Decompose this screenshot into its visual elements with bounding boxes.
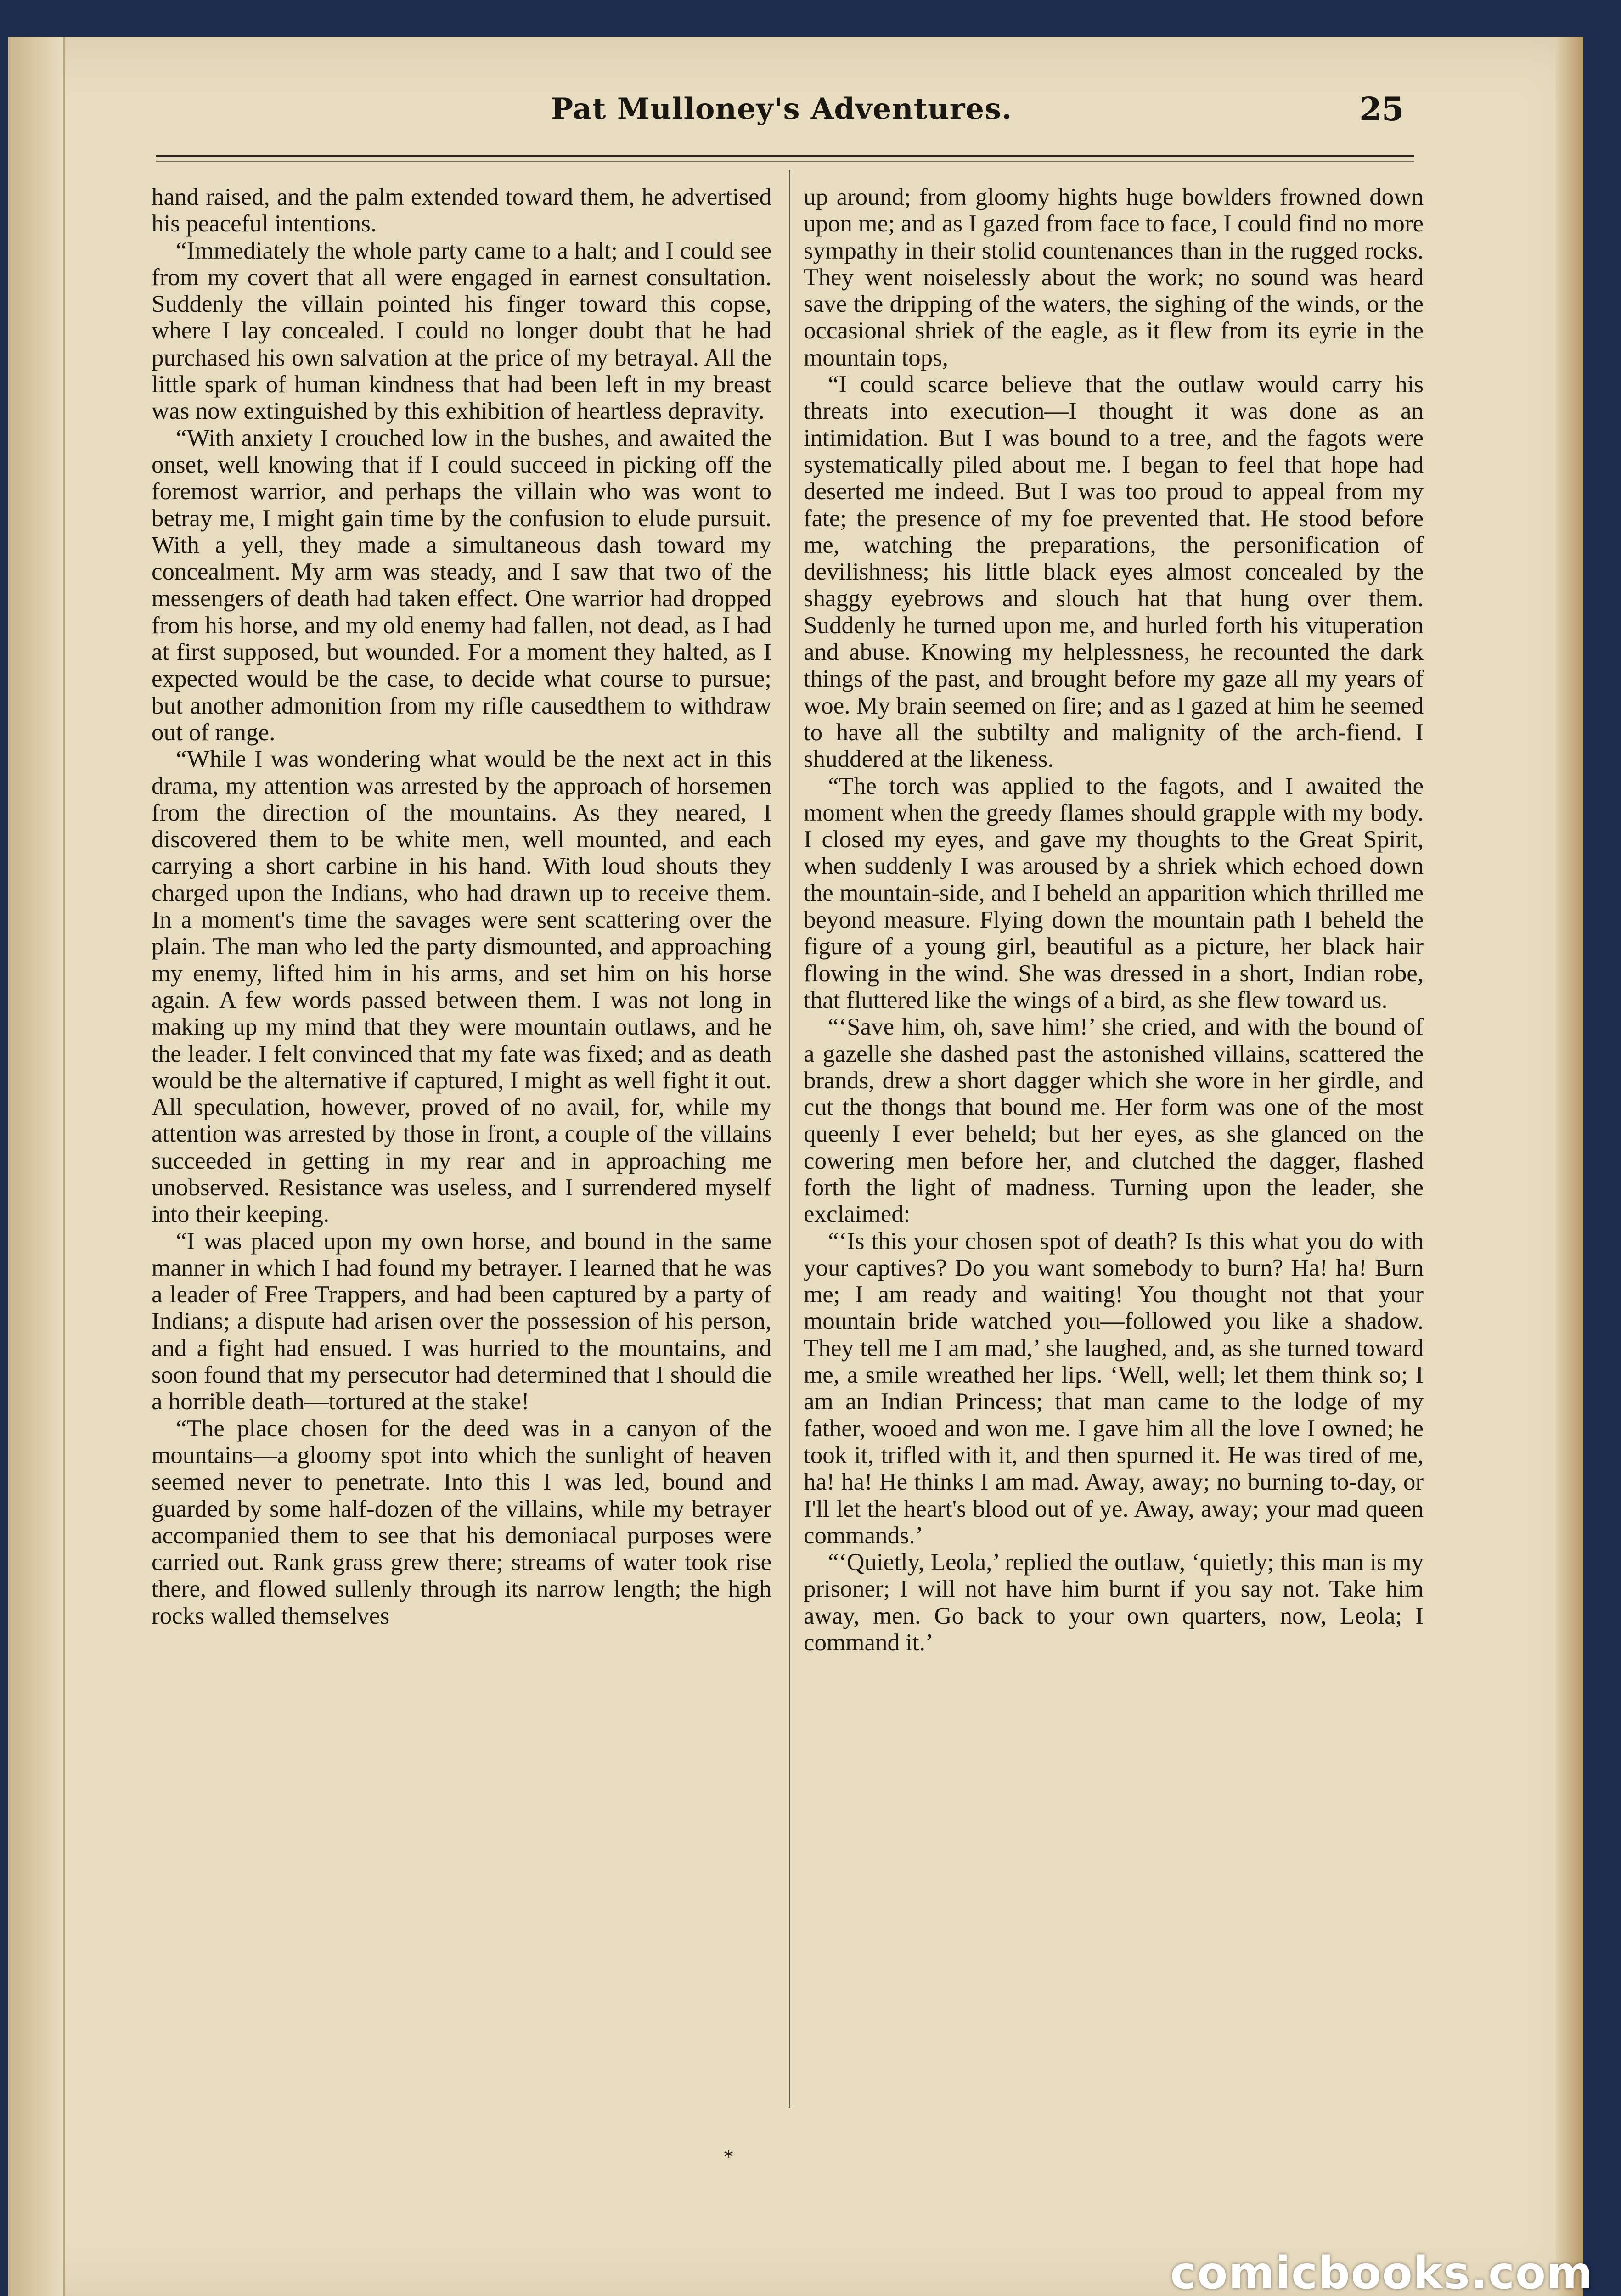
running-title: Pat Mulloney's Adventures.	[551, 92, 1013, 126]
paragraph: “The place chosen for the deed was in a canyon of the mountains—a gloomy spot into which the sunlight of heaven seemed never to penetrate. Into this I was led, bound and guarded by some half-dozen of the villains, while my betrayer accompanied them to see that his demoniacal purposes were carried out. Rank grass grew there; streams of water took rise there, and flowed sullenly through its narrow length; the high rocks walled themselves	[152, 1415, 771, 1629]
paragraph: “‘Is this your chosen spot of death? Is this what you do with your captives? Do you want somebody to burn? Ha! ha! Burn me; I am ready and waiting! You thought not that your mountain bride watched you—followed you like a shadow. They tell me I am mad,’ she laughed, and, as she turned toward me, a smile wreathed her lips. ‘Well, well; let them think so; I am an Indian Princess; that man came to the lodge of my father, wooed and won me. I gave him all the love I owned; he took it, trifled with it, and then spurned it. He was tired of me, ha! ha! He thinks I am mad. Away, away; no burning to-day, or I'll let the heart's blood out of ye. Away, away; your mad queen commands.’	[804, 1227, 1424, 1549]
paragraph: “I could scarce believe that the outlaw would carry his threats into execution—I thought it was done as an intimidation. But I was bound to a tree, and the fagots were systematically piled about me. I began to feel that hope had deserted me indeed. But I was too proud to appeal from my fate; the presence of my foe prevented that. He stood before me, watching the preparations, the personification of devilishness; his little black eyes almost concealed by the shaggy eyebrows and slouch hat that hung over them. Suddenly he turned upon me, and hurled forth his vituperation and abuse. Knowing my helplessness, he recounted the dark things of the past, and brought before my gaze all my years of woe. My brain seemed on fire; and as I gazed at him he seemed to have all the subtilty and malignity of the arch-fiend. I shuddered at the likeness.	[804, 371, 1424, 773]
page-number: 25	[1359, 90, 1404, 128]
header-rule	[156, 155, 1414, 157]
header-rule-thin	[156, 161, 1414, 162]
site-watermark: comicbooks.com	[1170, 2247, 1593, 2296]
left-text-column	[152, 184, 771, 1629]
right-text-column	[804, 184, 1424, 1656]
paragraph: up around; from gloomy hights huge bowlders frowned down upon me; and as I gazed from face to face, I could find no more sympathy in their stolid countenances than in the rugged rocks. They went noiselessly about the work; no sound was heard save the dripping of the waters, the sighing of the winds, or the occasional shriek of the eagle, as it flew from its eyrie in the mountain tops,	[804, 184, 1424, 371]
page-edge	[1556, 37, 1583, 2296]
printer-mark: *	[723, 2145, 734, 2168]
column-divider	[789, 170, 790, 2108]
paragraph: hand raised, and the palm extended toward them, he advertised his peaceful intentions.	[152, 184, 771, 237]
paragraph: “Immediately the whole party came to a halt; and I could see from my covert that all were engaged in earnest consultation. Suddenly the villain pointed his finger toward this copse, where I lay concealed. I could no longer doubt that he had purchased his own salvation at the price of my betrayal. All the little spark of human kindness that had been left in my breast was now extinguished by this exhibition of heartless depravity.	[152, 237, 771, 425]
paragraph: “‘Save him, oh, save him!’ she cried, and with the bound of a gazelle she dashed past the astonished villains, scattered the brands, drew a short dagger which she wore in her girdle, and cut the thongs that bound me. Her form was one of the most queenly I ever beheld; but her eyes, as she glanced on the cowering men before her, and clutched the dagger, flashed forth the light of madness. Turning upon the leader, she exclaimed:	[804, 1013, 1424, 1228]
paragraph: “The torch was applied to the fagots, and I awaited the moment when the greedy flames should grapple with my body. I closed my eyes, and gave my thoughts to the Great Spirit, when suddenly I was aroused by a shriek which echoed down the mountain-side, and I beheld an apparition which thrilled me beyond measure. Flying down the mountain path I beheld the figure of a young girl, beautiful as a picture, her black hair flowing in the wind. She was dressed in a short, Indian robe, that fluttered like the wings of a bird, as she flew toward us.	[804, 772, 1424, 1013]
paragraph: “With anxiety I crouched low in the bushes, and awaited the onset, well knowing that if I could succeed in picking off the foremost warrior, and perhaps the villain who was wont to betray me, I might gain time by the confusion to elude pursuit. With a yell, they made a simultaneous dash toward my concealment. My arm was steady, and I saw that two of the messengers of death had taken effect. One warrior had dropped from his horse, and my old enemy had fallen, not dead, as I had at first supposed, but wounded. For a moment they halted, as I expected would be the case, to decide what course to pursue; but another admonition from my rifle causedthem to withdraw out of range.	[152, 424, 771, 746]
paragraph: “While I was wondering what would be the next act in this drama, my attention was arrested by the approach of horsemen from the direction of the mountains. As they neared, I discovered them to be white men, well mounted, and each carrying a short carbine in his hand. With loud shouts they charged upon the Indians, who had drawn up to receive them. In a moment's time the savages were sent scattering over the plain. The man who led the party dismounted, and approaching my enemy, lifted him in his arms, and set him on his horse again. A few words passed between them. I was not long in making up my mind that they were mountain outlaws, and he the leader. I felt convinced that my fate was fixed; and as death would be the alternative if captured, I might as well fight it out. All speculation, however, proved of no avail, for, while my attention was arrested by those in front, a couple of the villains succeeded in getting in my rear and in approaching me unobserved. Resistance was useless, and I surrendered myself into their keeping.	[152, 746, 771, 1228]
paragraph: “‘Quietly, Leola,’ replied the outlaw, ‘quietly; this man is my prisoner; I will not have him burnt if you say not. Take him away, men. Go back to your own quarters, now, Leola; I command it.’	[804, 1549, 1424, 1656]
paragraph: “I was placed upon my own horse, and bound in the same manner in which I had found my betrayer. I learned that he was a leader of Free Trappers, and had been captured by a party of Indians; a dispute had arisen over the possession of his person, and a fight had ensued. I was hurried to the mountains, and soon found that my persecutor had determined that I should die a horrible death—tortured at the stake!	[152, 1227, 771, 1415]
binding-gutter	[8, 37, 65, 2296]
